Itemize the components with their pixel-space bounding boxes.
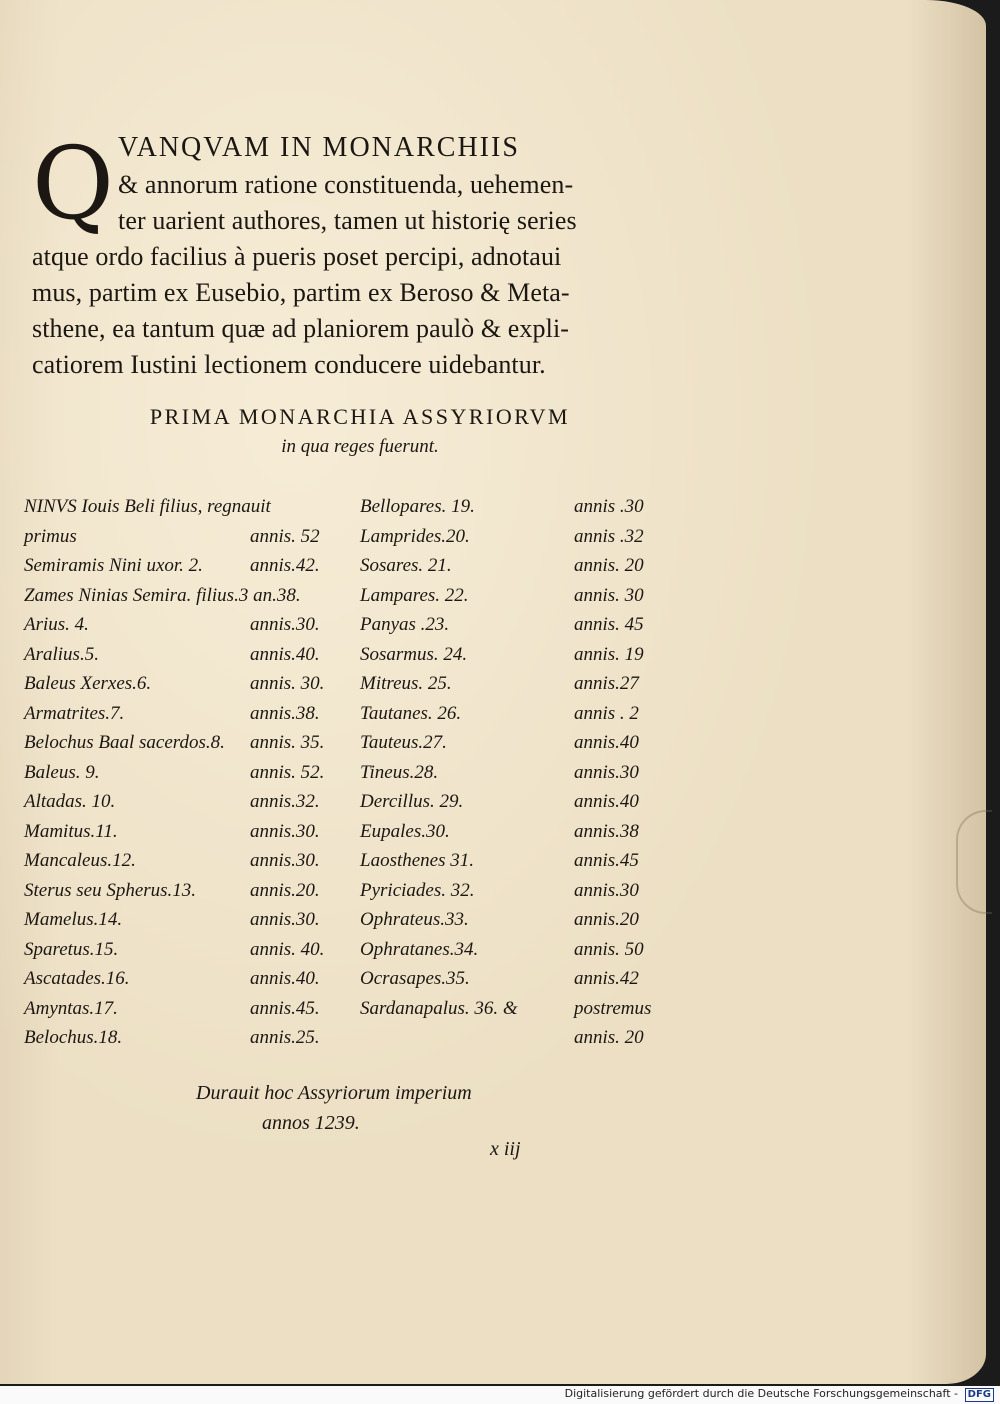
king-left-years: annis.20.	[250, 880, 320, 901]
king-left-name: Mamelus.14.	[24, 909, 123, 930]
king-left-name: Baleus. 9.	[24, 762, 100, 783]
king-right-name: Tauteus.27.	[360, 732, 447, 753]
king-left-name: Aralius.5.	[24, 644, 99, 665]
summary-line-2: annos 1239.	[262, 1112, 360, 1134]
dfg-logo: DFG	[965, 1388, 994, 1402]
king-right-name: Sosares. 21.	[360, 555, 452, 576]
intro-line-4: atque ordo facilius à pueris poset percipi, adnotaui	[32, 242, 562, 271]
king-right-years: annis.45	[574, 850, 639, 871]
king-left-years: annis. 52	[250, 526, 320, 547]
king-left-years: annis.32.	[250, 791, 320, 812]
section-heading: PRIMA MONARCHIA ASSYRIORVM	[149, 404, 571, 429]
signature-mark: x iij	[490, 1138, 521, 1160]
king-left-name: Sparetus.15.	[24, 939, 119, 960]
king-left-name: Mamitus.11.	[24, 821, 118, 842]
king-left-years: annis. 40.	[250, 939, 325, 960]
king-right-years: annis. 20	[574, 1027, 644, 1048]
king-left-years: annis.30.	[250, 821, 320, 842]
king-right-name: Tineus.28.	[360, 762, 439, 783]
king-left-name: Amyntas.17.	[24, 998, 118, 1019]
footer-credit: Digitalisierung gefördert durch die Deutsche Forschungsgemeinschaft -	[564, 1387, 958, 1400]
king-left-name: Semiramis Nini uxor. 2.	[24, 555, 203, 576]
king-right-years: annis.42	[574, 968, 639, 989]
section-subheading: in qua reges fuerunt.	[281, 436, 439, 457]
king-left-name: primus	[24, 526, 77, 547]
king-right-years: annis.38	[574, 821, 639, 842]
king-right-name: Ocrasapes.35.	[360, 968, 470, 989]
king-left-name: NINVS Iouis Beli filius, regnauit	[24, 496, 271, 517]
king-left-name: Armatrites.7.	[24, 703, 125, 724]
intro-line-1: VANQVAM IN MONARCHIIS	[118, 132, 520, 163]
drop-cap: Q	[32, 125, 114, 242]
king-right-years: annis. 45	[574, 614, 644, 635]
king-left-years: annis.30.	[250, 850, 320, 871]
king-right-name: Sardanapalus. 36. &	[360, 998, 518, 1019]
intro-line-6: sthene, ea tantum quæ ad planiorem paulò & expli-	[32, 314, 570, 343]
king-left-name: Belochus.18.	[24, 1027, 123, 1048]
king-right-years: annis. 50	[574, 939, 644, 960]
king-left-name: Zames Ninias Semira. filius.3 an.38.	[24, 585, 301, 606]
king-left-years: annis.45.	[250, 998, 320, 1019]
king-right-name: Bellopares. 19.	[360, 496, 475, 517]
king-right-years: annis . 2	[574, 703, 639, 724]
king-left-years: annis.30.	[250, 614, 320, 635]
king-right-years: annis .32	[574, 526, 644, 547]
king-right-years: annis.40	[574, 791, 639, 812]
king-right-name: Mitreus. 25.	[360, 673, 452, 694]
king-right-years: annis.40	[574, 732, 639, 753]
king-left-years: annis.25.	[250, 1027, 320, 1048]
king-left-name: Baleus Xerxes.6.	[24, 673, 152, 694]
king-left-years: annis.42.	[250, 555, 320, 576]
king-left-years: annis.40.	[250, 968, 320, 989]
king-right-name: Ophrateus.33.	[360, 909, 469, 930]
intro-line-2: & annorum ratione constituenda, uehemen-	[118, 170, 574, 199]
king-right-name: Tautanes. 26.	[360, 703, 462, 724]
king-right-name: Pyriciades. 32.	[360, 880, 475, 901]
king-right-years: annis. 20	[574, 555, 644, 576]
king-right-years: annis.30	[574, 762, 639, 783]
king-left-name: Mancaleus.12.	[24, 850, 136, 871]
king-right-years: annis.30	[574, 880, 639, 901]
king-right-years: postremus	[574, 998, 652, 1019]
king-left-years: annis. 52.	[250, 762, 325, 783]
king-left-years: annis. 30.	[250, 673, 325, 694]
king-right-name: Lampares. 22.	[360, 585, 469, 606]
king-right-name: Sosarmus. 24.	[360, 644, 468, 665]
king-left-years: annis.38.	[250, 703, 320, 724]
king-left-name: Ascatades.16.	[24, 968, 130, 989]
king-right-years: annis. 30	[574, 585, 644, 606]
king-right-years: annis.20	[574, 909, 639, 930]
summary-line-1: Durauit hoc Assyriorum imperium	[196, 1082, 472, 1104]
intro-line-3: ter uarient authores, tamen ut historię series	[118, 206, 577, 235]
intro-paragraph	[32, 122, 672, 382]
king-right-name: Lamprides.20.	[360, 526, 470, 547]
king-right-name: Ophratanes.34.	[360, 939, 479, 960]
king-right-name: Panyas .23.	[360, 614, 450, 635]
king-left-years: annis.30.	[250, 909, 320, 930]
king-left-name: Sterus seu Spherus.13.	[24, 880, 197, 901]
king-left-name: Arius. 4.	[24, 614, 89, 635]
king-right-years: annis. 19	[574, 644, 644, 665]
intro-line-5: mus, partim ex Eusebio, partim ex Beroso & Meta-	[32, 278, 570, 307]
king-right-years: annis.27	[574, 673, 639, 694]
king-right-name: Dercillus. 29.	[360, 791, 464, 812]
king-left-name: Altadas. 10.	[24, 791, 116, 812]
king-left-name: Belochus Baal sacerdos.8.	[24, 732, 225, 753]
king-right-name: Eupales.30.	[360, 821, 450, 842]
king-left-years: annis. 35.	[250, 732, 325, 753]
footer-bar	[0, 1386, 1000, 1404]
king-right-name: Laosthenes 31.	[360, 850, 474, 871]
intro-line-7: catiorem Iustini lectionem conducere uidebantur.	[32, 350, 546, 379]
king-left-years: annis.40.	[250, 644, 320, 665]
king-right-years: annis .30	[574, 496, 644, 517]
